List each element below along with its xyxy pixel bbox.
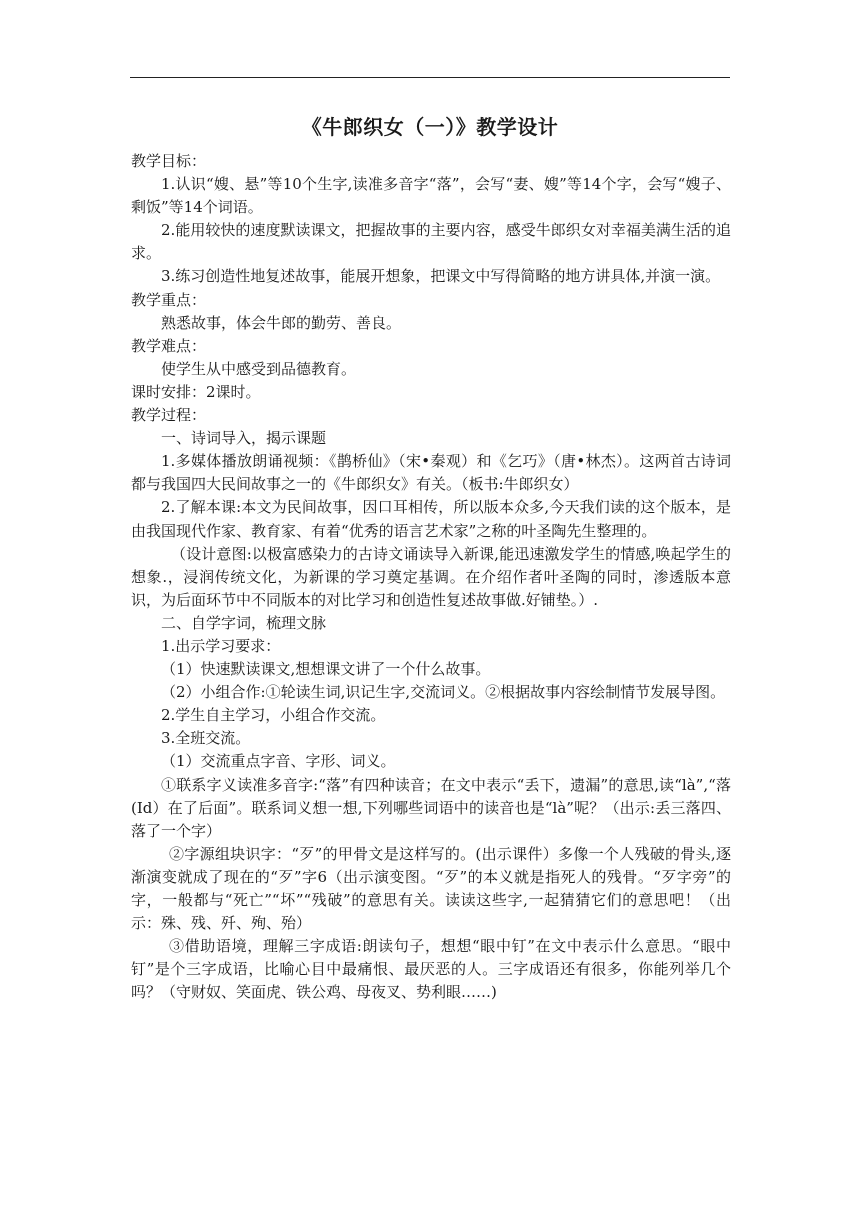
paragraph: 3.练习创造性地复述故事，能展开想象，把课文中写得简略的地方讲具体,并演一演。 bbox=[161, 267, 721, 286]
paragraph: （设计意图:以极富感染力的古诗文诵读导入新课,能迅速激发学生的情感,唤起学生的想象.，浸润传统文化，为新课的学习奠定基调。在介绍作者叶圣陶的同时，渗透版本意识，为后面环节中不同版本的对比学习和创造性复述故事做.好铺垫。）. bbox=[131, 544, 731, 609]
paragraph: 一、诗词导入，揭示课题 bbox=[161, 429, 327, 448]
paragraph: 二、自学字词，梳理文脉 bbox=[161, 613, 327, 632]
paragraph: 2.学生自主学习，小组合作交流。 bbox=[161, 706, 386, 725]
paragraph: 3.全班交流。 bbox=[161, 729, 251, 748]
paragraph: ①联系字义读准多音字:“落”有四种读音；在文中表示“丢下，遗漏”的意思,读“là”,“落(Id）在了后面”。联系词义想一想,下列哪些词语中的读音也是“là”呢？（出示:丢三落四、落了一个字） bbox=[131, 775, 731, 840]
paragraph: 教学目标： bbox=[131, 152, 207, 170]
paragraph: 2.能用较快的速度默读课文，把握故事的主要内容，感受牛郎织女对幸福美满生活的追求。 bbox=[131, 221, 731, 263]
document-body bbox=[131, 150, 731, 1004]
paragraph: ②字源组块识字：“歹”的甲骨文是这样写的。(出示课件）多像一个人残破的骨头,逐渐演变就成了现在的“歹”字6（出示演变图。“歹”的本义就是指死人的残骨。“歹字旁”的字，一般都与“死亡”“坏”“残破”的意思有关。读读这些字,一起猜猜它们的意思吧！（出示：殊、残、歼、殉、殆） bbox=[131, 844, 731, 933]
paragraph: 教学难点： bbox=[131, 336, 207, 355]
header-rule bbox=[130, 77, 730, 78]
paragraph: （1）快速默读课文,想想课文讲了一个什么故事。 bbox=[161, 660, 491, 679]
paragraph: 课时安排：2课时。 bbox=[131, 382, 261, 401]
paragraph: 教学重点： bbox=[131, 290, 207, 309]
document-title: 《牛郎织女（一）》教学设计 bbox=[301, 115, 559, 139]
paragraph: ③借助语境，理解三字成语:朗读句子，想想“眼中钉”在文中表示什么意思。“眼中钉”是个三字成语，比喻心目中最痛恨、最厌恶的人。三字成语还有很多，你能列举几个吗？（守财奴、笑面虎、铁公鸡、母夜叉、势利眼……) bbox=[131, 937, 731, 1002]
paragraph: 1.出示学习要求： bbox=[161, 636, 281, 655]
paragraph: 1.多媒体播放朗诵视频：《鹊桥仙》（宋•秦观）和《乞巧》（唐•林杰）。这两首古诗词都与我国四大民间故事之一的《牛郎织女》有关。（板书:牛郎织女） bbox=[131, 452, 731, 494]
paragraph: （2）小组合作:①轮读生词,识记生字,交流词义。②根据故事内容绘制情节发展导图。 bbox=[161, 683, 726, 702]
paragraph: 2.了解本课:本文为民间故事，因口耳相传，所以版本众多,今天我们读的这个版本，是由我国现代作家、教育家、有着“优秀的语言艺术家”之称的叶圣陶先生整理的。 bbox=[131, 498, 731, 540]
paragraph: 1.认识“嫂、悬”等10个生字,读准多音字“落”，会写“妻、嫂”等14个字，会写“嫂子、剩饭”等14个词语。 bbox=[131, 175, 731, 217]
paragraph: （1）交流重点字音、字形、词义。 bbox=[161, 752, 396, 771]
paragraph: 教学过程： bbox=[131, 406, 207, 425]
paragraph: 使学生从中感受到品德教育。 bbox=[161, 359, 357, 378]
paragraph: 熟悉故事，体会牛郎的勤劳、善良。 bbox=[161, 313, 402, 332]
